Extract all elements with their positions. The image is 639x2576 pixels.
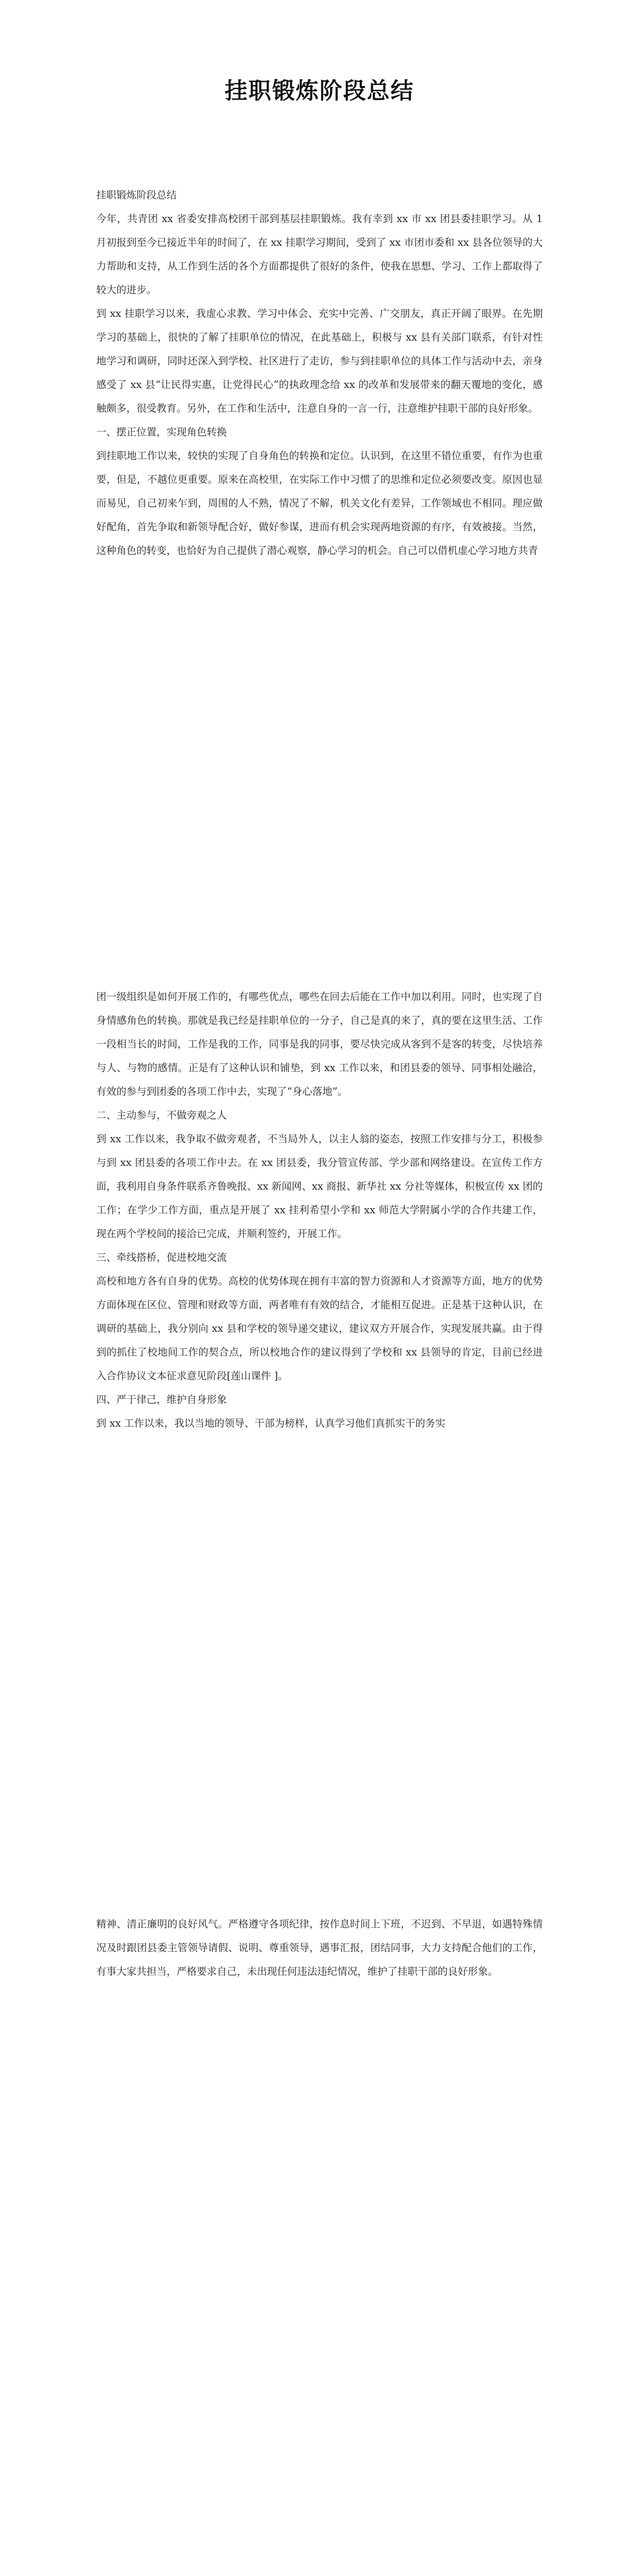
text-block-page-2 — [96, 985, 543, 1435]
paragraph: 到 xx 工作以来，我争取不做旁观者，不当局外人，以主人翁的姿态，按照工作安排与分工，积极参与到 xx 团县委的各项工作中去。在 xx 团县委，我分管宣传部、学少部和网络建设。在宣传工作方面，我利用自身条件联系齐鲁晚报、xx 新闻网、xx 商报、新华社 xx 分社等媒体，积极宣传 xx 团的工作；在学少工作方面，重点是开展了 xx 挂利希望小学和 xx 师范大学附属小学的合作共建工作，现在两个学校间的接洽已完成，并顺利签约，开展工作。 — [96, 1133, 543, 1240]
section-heading: 三、牵线搭桥，促进校地交流 — [96, 1251, 227, 1263]
text-block-page-3 — [96, 1912, 543, 1984]
paragraph: 到挂职地工作以来，较快的实现了自身角色的转换和定位。认识到，在这里不错位重要，有作为也重要，但是，不越位更重要。原来在高校里，在实际工作中习惯了的思维和定位必须要改变。原因也显而易见，自己初来乍到，周围的人不熟，情况了不解，机关文化有差异，工作领域也不相同。理应做好配角，首先争取和新领导配合好，做好参谋，进而有机会实现两地资源的有序，有效被接。当然，这种角色的转变，也恰好为自己提供了潜心观察，静心学习的机会。自己可以借机虚心学习地方共青 — [96, 450, 543, 556]
paragraph: 到 xx 挂职学习以来，我虚心求教、学习中体会、充实中完善、广交朋友，真正开阔了眼界。在先期学习的基础上，很快的了解了挂职单位的情况，在此基础上，积极与 xx 县有关部门联系，有针对性地学习和调研，同时还深入到学校、社区进行了走访，参与到挂职单位的具体工作与活动中去，亲身感受了 xx 县“让民得实惠，让党得民心”的执政理念给 xx 的改革和发展带来的翻天覆地的变化，感触颇多，很受教育。另外，在工作和生活中，注意自身的一言一行，注意维护挂职干部的良好形象。 — [96, 308, 543, 414]
section-heading: 四、严于律己，维护自身形象 — [96, 1394, 227, 1405]
paragraph: 高校和地方各有自身的优势。高校的优势体现在拥有丰富的智力资源和人才资源等方面，地方的优势方面体现在区位、管理和财政等方面，两者唯有有效的结合，才能相互促进。正是基于这种认识，在调研的基础上，我分别向 xx 县和学校的领导递交建议，建议双方开展合作，实现发展共赢。由于得到的抓住了校地间工作的契合点，所以校地合作的建议得到了学校和 xx 县领导的肯定，目前已经进入合作协议文本征求意见阶段[莲山课件 ]。 — [96, 1275, 543, 1382]
subtitle: 挂职锻炼阶段总结 — [96, 189, 177, 201]
document-title: 挂职锻炼阶段总结 — [224, 78, 415, 104]
paragraph: 今年，共青团 xx 省委安排高校团干部到基层挂职锻炼。我有幸到 xx 市 xx 团县委挂职学习。从 1 月初报到至今已接近半年的时间了，在 xx 挂职学习期间，受到了 xx 市团市委和 xx 县各位领导的大力帮助和支持，从工作到生活的各个方面都提供了很好的条件，使我在思想、学习、工作上都取得了较大的进步。 — [96, 213, 543, 296]
text-block-page-1 — [96, 183, 543, 563]
paragraph: 到 xx 工作以来，我以当地的领导、干部为榜样，认真学习他们真抓实干的务实 — [96, 1417, 445, 1429]
section-heading: 一、摆正位置，实现角色转换 — [96, 426, 227, 438]
paragraph: 团一级组织是如何开展工作的，有哪些优点，哪些在回去后能在工作中加以利用。同时，也实现了自身情感角色的转换。那就是我已经是挂职单位的一分子，自己是真的来了，真的要在这里生活、工作一段相当长的时间，工作是我的工作，同事是我的同事，要尽快完成从客到不是客的转变，尽快培养与人、与物的感情。正是有了这种认识和铺垫，到 xx 工作以来，和团县委的领导、同事相处融洽，有效的参与到团委的各项工作中去，实现了“身心落地”。 — [96, 991, 543, 1097]
paragraph: 精神、清正廉明的良好风气。严格遵守各项纪律，按作息时间上下班，不迟到、不早退，如遇特殊情况及时跟团县委主管领导请假、说明、尊重领导，遇事汇报，团结同事，大力支持配合他们的工作，有事大家共担当，严格要求自己，未出现任何违法违纪情况，维护了挂职干部的良好形象。 — [96, 1918, 543, 1977]
section-heading: 二、主动参与，不做旁观之人 — [96, 1109, 227, 1121]
